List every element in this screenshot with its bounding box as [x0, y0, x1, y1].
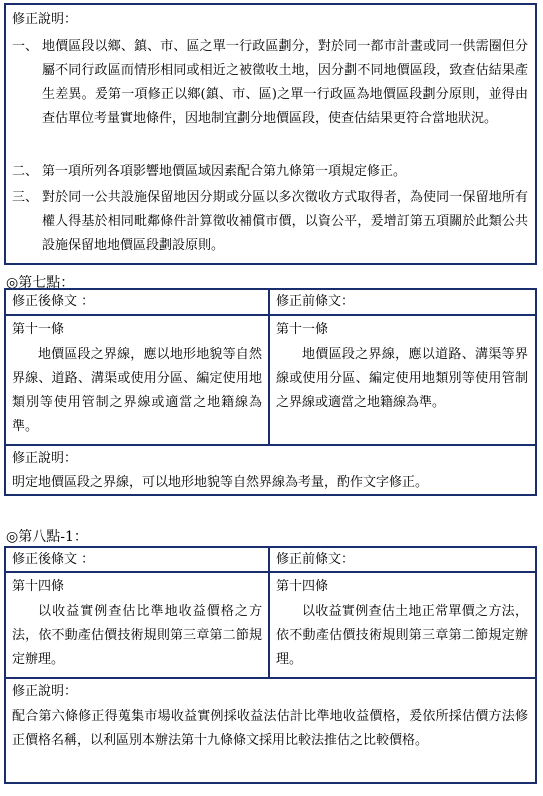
point8-note-divider	[4, 677, 537, 679]
point7-article-before: 第十一條	[276, 322, 329, 337]
point8-note-text: 配合第六條修正得蒐集市場收益實例採收益法估計比準地收益價格，爰依所採估價方法修正價格名稱，以利區別本辦法第十九條條文採用比較法推估之比較價格。	[12, 709, 528, 748]
note-item-3-num: 三、	[12, 190, 39, 205]
point8-article-after: 第十四條	[12, 579, 65, 594]
point8-note-title: 修正說明：	[12, 684, 78, 699]
note-item-2-num: 二、	[12, 164, 39, 179]
point7-col-divider	[268, 288, 270, 445]
point8-article-before: 第十四條	[276, 579, 329, 594]
point7-article-after: 第十一條	[12, 322, 65, 337]
note-item-1-num: 一、	[12, 39, 39, 54]
point7-note-title: 修正說明：	[12, 451, 78, 466]
point7-col-after-header: 修正後條文 ：	[12, 294, 95, 309]
point8-col-after-header: 修正後條文 ：	[12, 552, 95, 567]
point7-text-after: 地價區段之界線，應以地形地貌等自然界線、道路、溝渠或使用分區、編定使用地類別等使用管制之界線或適當之地籍線為準。	[12, 347, 262, 434]
point8-text-after: 以收益實例查估比準地收益價格之方法，依不動產估價技術規則第三章第二節規定辦理。	[12, 604, 262, 667]
note-item-3-text: 對於同一公共設施保留地因分期或分區以多次徵收方式取得者，為使同一保留地所有權人得基於相同毗鄰條件計算徵收補償市價，以資公平，爰增訂第五項關於此類公共設施保留地地價區段劃設原則。	[42, 190, 528, 253]
point7-text-before: 地價區段之界線，應以道路、溝渠等界線或使用分區、編定使用地類別等使用管制之界線或適當之地籍線為準。	[276, 347, 528, 410]
top-note-title: 修正說明：	[12, 12, 78, 27]
point8-heading: ◎第八點-1：	[6, 529, 88, 545]
point7-note-text: 明定地價區段之界線，可以地形地貌等自然界線為考量，酌作文字修正。	[12, 475, 429, 490]
point7-header-divider	[4, 314, 537, 316]
note-item-1-text: 地價區段以鄉、鎮、市、區之單一行政區劃分，對於同一都市計畫或同一供需圈但分屬不同行政區而情形相同或相近之被徵收土地，因分劃不同地價區段，致查估結果產生差異。爰第一項修正以鄉(鎮、市、區)之單一行政區為地價區段劃分原則，並得由查估單位考量實地條件，因地制宜劃分地價區段，使查估結果更符合當地狀況。	[42, 39, 528, 126]
point7-note-divider	[4, 444, 537, 446]
point8-text-before: 以收益實例查估土地正常單價之方法，依不動產估價技術規則第三章第二節規定辦理。	[276, 604, 528, 667]
note-item-2-text: 第一項所列各項影響地價區域因素配合第九條第一項規定修正。	[42, 164, 407, 179]
point8-col-divider	[268, 546, 270, 678]
point8-col-before-header: 修正前條文：	[276, 552, 355, 567]
point7-col-before-header: 修正前條文：	[276, 294, 355, 309]
point7-heading: ◎第七點：	[6, 275, 75, 291]
